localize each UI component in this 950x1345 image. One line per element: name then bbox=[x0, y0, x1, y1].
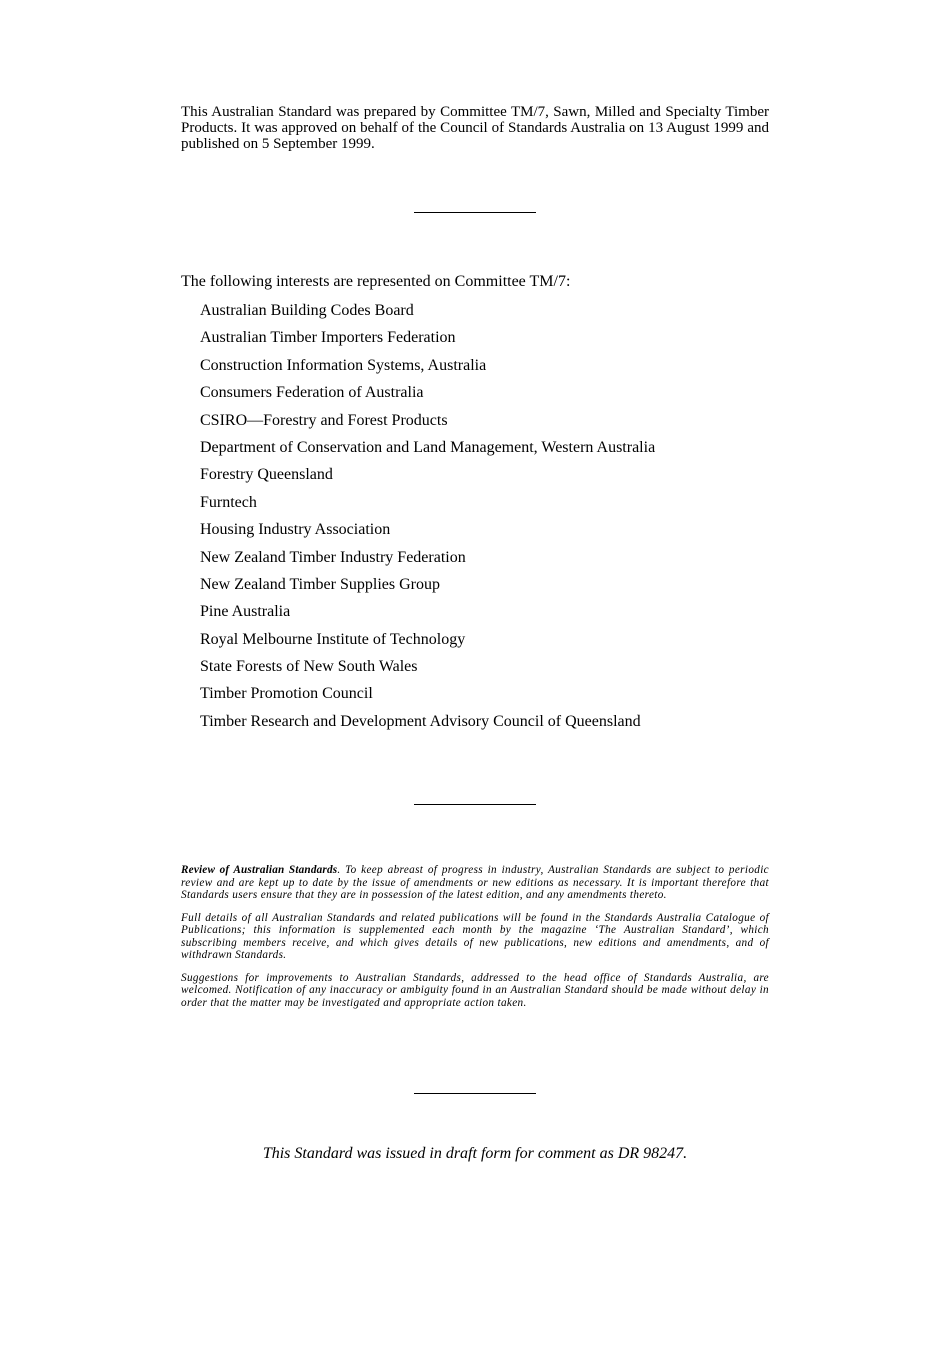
review-paragraph-text: . To keep abreast of progress in industry, Australian Standards are subject to periodic review and are kept up to date by the issue of amendments or new editions as necessary. It is important therefore that Standards users ensure that they are in possession of the latest edition, and any amendments thereto. bbox=[181, 864, 769, 901]
approval-statement: This Australian Standard was prepared by Committee TM/7, Sawn, Milled and Specialty Timber Products. It was approved on behalf of the Council of Standards Australia on 13 August 1999 and published on 5 September 1999. bbox=[181, 104, 769, 152]
review-notice bbox=[181, 864, 769, 1019]
section-divider bbox=[414, 1093, 536, 1094]
section-divider bbox=[414, 212, 536, 213]
committee-member: New Zealand Timber Supplies Group bbox=[200, 575, 440, 593]
draft-note: This Standard was issued in draft form for comment as DR 98247. bbox=[262, 1145, 688, 1162]
committee-member: New Zealand Timber Industry Federation bbox=[200, 548, 466, 566]
committee-member: Timber Promotion Council bbox=[200, 685, 373, 703]
committee-member: Construction Information Systems, Australia bbox=[200, 356, 487, 374]
committee-member: Department of Conservation and Land Management, Western Australia bbox=[200, 438, 656, 456]
committee-member: Forestry Queensland bbox=[200, 466, 333, 484]
catalogue-paragraph: Full details of all Australian Standards and related publications will be found in the Standards Australia Catalogue of Publications; this information is supplemented each month by the magazine ‘The Australian Standard’, which subscribing members receive, and which gives details of new publications, new editions and amendments, and of withdrawn Standards. bbox=[181, 911, 769, 961]
committee-member: Furntech bbox=[200, 493, 257, 511]
review-paragraph bbox=[181, 864, 769, 902]
committee-member: Timber Research and Development Advisory Council of Queensland bbox=[200, 712, 641, 730]
committee-heading: The following interests are represented on Committee TM/7: bbox=[181, 273, 571, 290]
committee-member: Consumers Federation of Australia bbox=[200, 384, 424, 402]
committee-member: State Forests of New South Wales bbox=[200, 658, 418, 676]
committee-member: Housing Industry Association bbox=[200, 521, 391, 539]
committee-member: Pine Australia bbox=[200, 603, 291, 621]
committee-member: Australian Timber Importers Federation bbox=[200, 329, 456, 347]
committee-member: CSIRO—Forestry and Forest Products bbox=[200, 411, 448, 429]
committee-member: Australian Building Codes Board bbox=[200, 302, 414, 319]
committee-member: Royal Melbourne Institute of Technology bbox=[200, 630, 466, 648]
review-lead: Review of Australian Standards bbox=[181, 864, 338, 876]
suggestions-paragraph: Suggestions for improvements to Australian Standards, addressed to the head office of Standards Australia, are welcomed. Notification of any inaccuracy or ambiguity found in an Australian Standard should be made without delay in order that the matter may be investigated and appropriate action taken. bbox=[181, 971, 769, 1009]
committee-member-list bbox=[200, 301, 655, 739]
section-divider bbox=[414, 804, 536, 805]
